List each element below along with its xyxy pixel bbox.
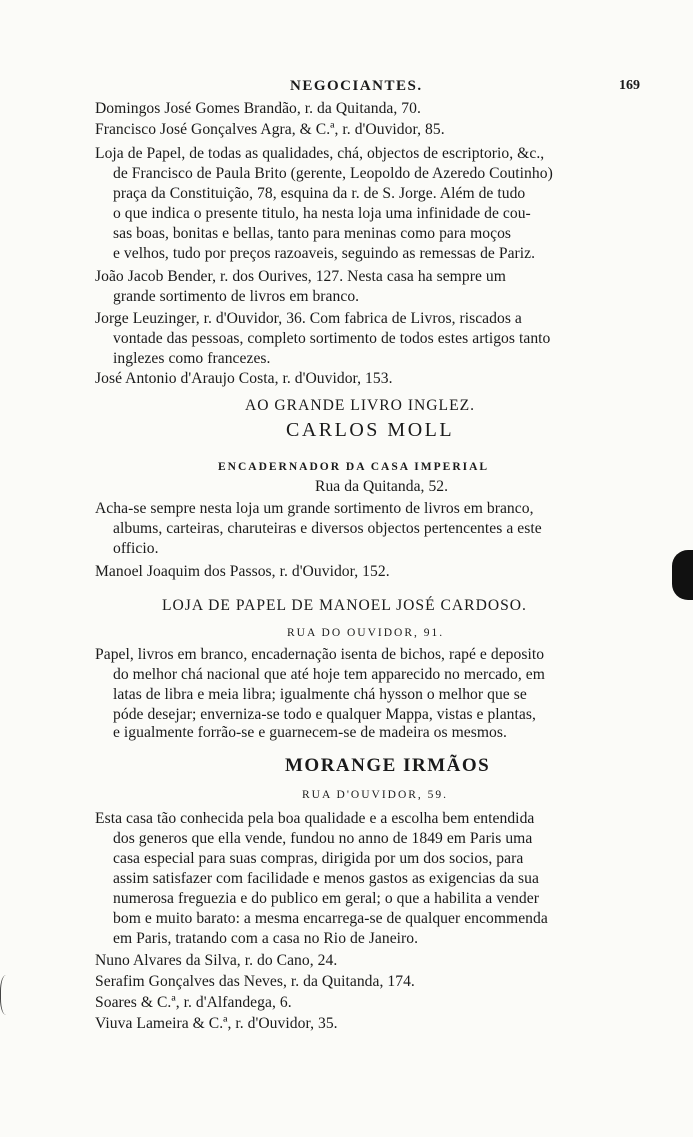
morange-address: RUA D'OUVIDOR, 59. (302, 789, 449, 801)
page-header: NEGOCIANTES. (290, 78, 423, 94)
morange-line: Esta casa tão conhecida pela boa qualidade e a escolha bem entendida (95, 810, 535, 827)
entry-line: Jorge Leuzinger, r. d'Ouvidor, 36. Com fabrica de Livros, riscados a (95, 310, 522, 327)
entry-line: Soares & C.ª, r. d'Alfandega, 6. (95, 994, 292, 1011)
moll-address: Rua da Quitanda, 52. (315, 478, 449, 495)
moll-line: officio. (113, 540, 159, 557)
page-edge-mark (672, 550, 693, 600)
entry-line: João Jacob Bender, r. dos Ourives, 127. Nesta casa ha sempre um (95, 268, 506, 285)
cardoso-heading: LOJA DE PAPEL DE MANOEL JOSÉ CARDOSO. (162, 597, 527, 614)
cardoso-line: e igualmente forrão-se e guarnecem-se de madeira os mesmos. (113, 724, 507, 741)
morange-line: dos generos que ella vende, fundou no anno de 1849 em Paris uma (113, 830, 533, 847)
entry-line: e velhos, tudo por preços razoaveis, seguindo as remessas de Pariz. (113, 245, 536, 262)
cardoso-address: RUA DO OUVIDOR, 91. (287, 627, 445, 639)
moll-line: Acha-se sempre nesta loja um grande sortimento de livros em branco, (95, 500, 534, 517)
margin-scratch (0, 975, 15, 1015)
moll-subtitle: ENCADERNADOR DA CASA IMPERIAL (218, 461, 490, 473)
entry-line: sas boas, bonitas e bellas, tanto para meninas como para moços (113, 225, 512, 242)
moll-line: albums, carteiras, charuteiras e diversos objectos pertencentes a este (113, 520, 542, 537)
entry-line: vontade das pessoas, completo sortimento de todos estes artigos tanto (113, 330, 551, 347)
morange-line: assim satisfazer com facilidade e menos gastos as exigencias da sua (113, 870, 539, 887)
moll-name: CARLOS MOLL (286, 419, 455, 441)
moll-heading: AO GRANDE LIVRO INGLEZ. (245, 397, 476, 414)
cardoso-line: Papel, livros em branco, encadernação isenta de bichos, rapé e deposito (95, 646, 545, 663)
entry-line: Domingos José Gomes Brandão, r. da Quitanda, 70. (95, 100, 421, 117)
entry-line: grande sortimento de livros em branco. (113, 288, 360, 305)
entry-line: Francisco José Gonçalves Agra, & C.ª, r. d'Ouvidor, 85. (95, 121, 445, 138)
entry-line: Serafim Gonçalves das Neves, r. da Quitanda, 174. (95, 973, 415, 990)
morange-line: casa especial para suas compras, dirigida por um dos socios, para (113, 850, 524, 867)
page-number: 169 (619, 78, 640, 93)
entry-line: Nuno Alvares da Silva, r. do Cano, 24. (95, 952, 338, 969)
entry-line: de Francisco de Paula Brito (gerente, Leopoldo de Azeredo Coutinho) (113, 165, 553, 182)
morange-line: numerosa freguezia e do publico em geral; o que a habilita a vender (113, 890, 539, 907)
cardoso-line: póde desejar; enverniza-se todo e qualquer Mappa, vistas e plantas, (113, 706, 536, 723)
entry-line: Loja de Papel, de todas as qualidades, chá, objectos de escriptorio, &c., (95, 145, 545, 162)
entry-line: o que indica o presente titulo, ha nesta loja uma infinidade de cou- (113, 205, 531, 222)
entry-line: Manoel Joaquim dos Passos, r. d'Ouvidor, 152. (95, 563, 390, 580)
morange-heading: MORANGE IRMÃOS (285, 755, 491, 776)
morange-line: em Paris, tratando com a casa no Rio de Janeiro. (113, 930, 419, 947)
morange-line: bom e muito barato: a mesma encarrega-se de qualquer encommenda (113, 910, 548, 927)
cardoso-line: latas de libra e meia libra; igualmente chá hysson o melhor que se (113, 686, 527, 703)
entry-line: praça da Constituição, 78, esquina da r. de S. Jorge. Além de tudo (113, 185, 526, 202)
entry-line: Viuva Lameira & C.ª, r. d'Ouvidor, 35. (95, 1015, 338, 1032)
entry-line: inglezes como francezes. (113, 350, 271, 367)
cardoso-line: do melhor chá nacional que até hoje tem apparecido no mercado, em (113, 666, 545, 683)
entry-line: José Antonio d'Araujo Costa, r. d'Ouvidor, 153. (95, 370, 393, 387)
